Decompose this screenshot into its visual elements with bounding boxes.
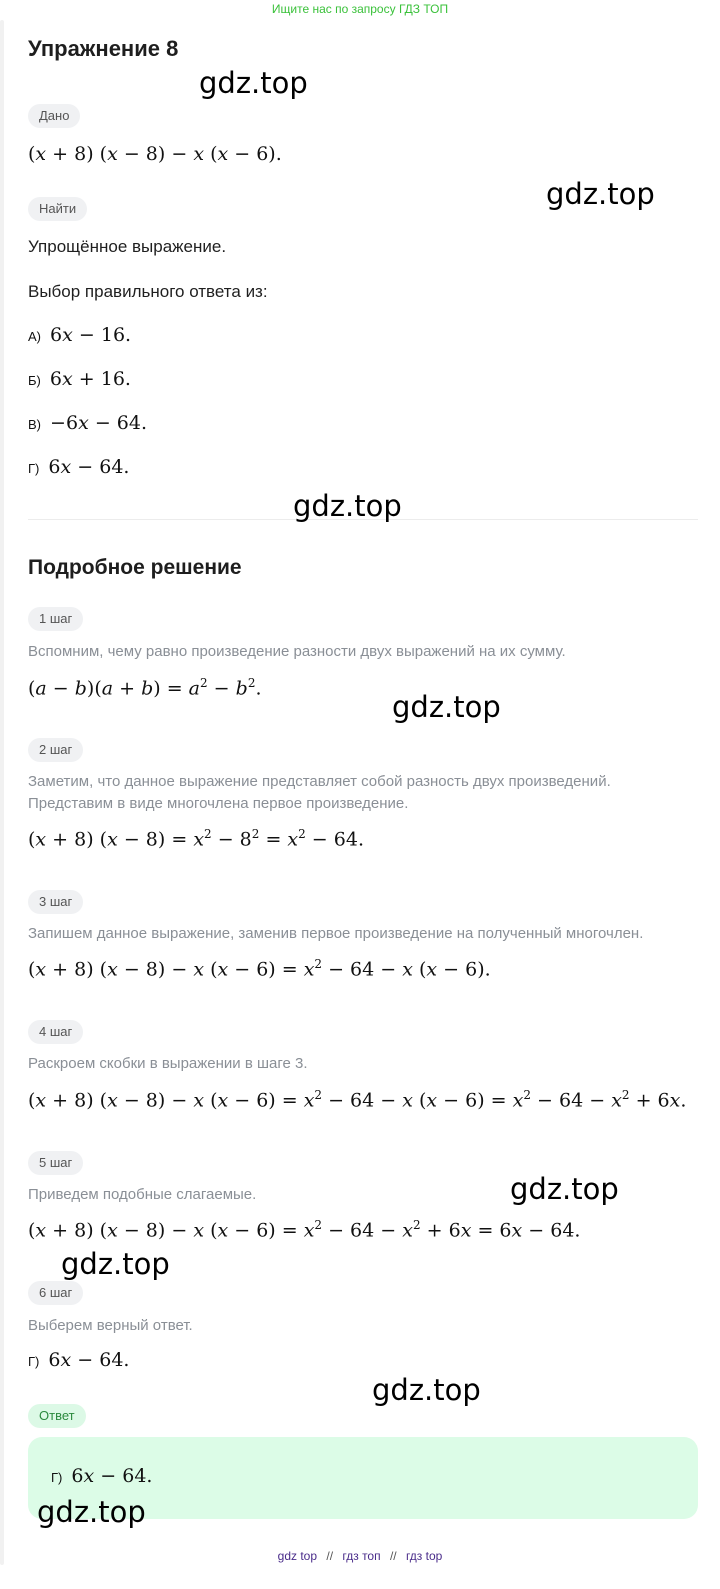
watermark: gdz.top [293, 489, 402, 523]
option-d: Г) 6x − 64. [28, 456, 130, 478]
step-badge: 3 шаг [28, 890, 83, 914]
option-letter: Б) [28, 373, 41, 388]
watermark: gdz.top [61, 1247, 170, 1281]
choice-intro: Выбор правильного ответа из: [28, 282, 268, 301]
step-text: Представим в виде многочлена первое произведение. [28, 795, 409, 812]
step-formula: (x + 8) (x − 8) − x $(x - 6) = x^2 - 64 - x^2 + 6x = 6x - 64$. [28, 1218, 581, 1242]
option-letter: Г) [28, 461, 40, 476]
footer-link[interactable]: гдз топ [342, 1549, 381, 1563]
left-divider [0, 20, 4, 1565]
footer-link[interactable]: гдз top [405, 1549, 443, 1563]
watermark: gdz.top [199, 66, 308, 100]
step-formula: (x + 8) (x − 8) − x $(x - 6) = x^2 - 64 - x$ $(x - 6) = x^2 - 64 - x^2 + 6x$. [28, 1088, 687, 1112]
step-text: Запишем данное выражение, заменив первое произведение на полученный многочлен. [28, 925, 644, 942]
step-badge: 5 шаг [28, 1151, 83, 1175]
footer-links [0, 1549, 720, 1563]
given-badge: Дано [28, 104, 80, 128]
find-text: Упрощённое выражение. [28, 237, 227, 256]
step-badge: 2 шаг [28, 738, 83, 762]
solution-title: Подробное решение [28, 556, 242, 579]
option-letter: Г) [28, 1354, 40, 1369]
step-text: Вспомним, чему равно произведение разности двух выражений на их сумму. [28, 643, 566, 660]
step-text: Приведем подобные слагаемые. [28, 1186, 257, 1203]
given-expression: (x + 8) (x − 8) − x (x − 6). [28, 143, 282, 165]
option-c: В) −6x − 64. [28, 412, 147, 434]
exercise-title: Упражнение 8 [28, 36, 179, 61]
top-banner: Ищите нас по запросу ГДЗ ТОП [271, 2, 449, 16]
step-badge: 6 шаг [28, 1281, 83, 1305]
footer-link[interactable]: gdz top [277, 1549, 318, 1563]
step-text: Выберем верный ответ. [28, 1317, 193, 1334]
step-text: Заметим, что данное выражение представляет собой разность двух произведений. [28, 773, 611, 790]
find-badge: Найти [28, 197, 87, 221]
footer-separator: // [326, 1549, 334, 1563]
option-a: А) 6x − 16. [28, 324, 132, 346]
step-badge: 1 шаг [28, 607, 83, 631]
option-letter: В) [28, 417, 41, 432]
option-letter: А) [28, 329, 41, 344]
step-text: Раскроем скобки в выражении в шаге 3. [28, 1055, 308, 1072]
step-formula: (x + 8) (x − 8) − x $(x - 6) = x^2 - 64 - x$ (x − 6). [28, 957, 491, 981]
option-b: Б) 6x + 16. [28, 368, 131, 390]
watermark: gdz.top [37, 1495, 146, 1529]
footer-separator: // [389, 1549, 397, 1563]
watermark: gdz.top [392, 690, 501, 724]
step-formula: (x + 8) $(x - 8) = x^2 - 8^2 = x^2 - 64$. [28, 827, 364, 851]
answer-expression: Г) 6x − 64. [51, 1465, 153, 1487]
step-answer: Г) 6x − 64. [28, 1349, 130, 1371]
answer-badge: Ответ [28, 1404, 86, 1428]
step-badge: 4 шаг [28, 1020, 83, 1044]
watermark: gdz.top [372, 1373, 481, 1407]
step-formula: $(a - b)(a + b) = a^2 - b^2$. [28, 676, 262, 700]
answer-letter: Г) [51, 1470, 63, 1485]
watermark: gdz.top [546, 177, 655, 211]
watermark: gdz.top [510, 1172, 619, 1206]
